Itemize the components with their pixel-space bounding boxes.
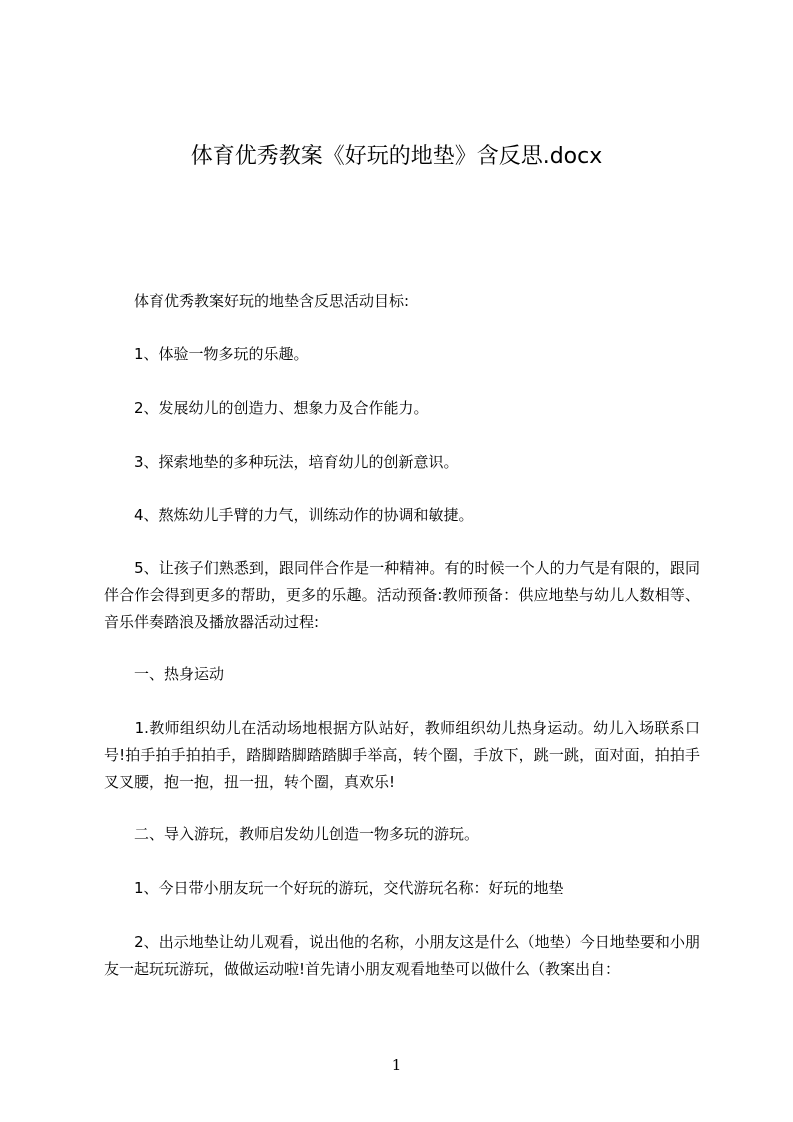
- paragraph-objective-1: 1、体验一物多玩的乐趣。: [104, 345, 309, 363]
- paragraph-objective-2: 2、发展幼儿的创造力、想象力及合作能力。: [104, 399, 429, 417]
- paragraph-section-intro: 二、导入游玩，教师启发幼儿创造一物多玩的游玩。: [104, 825, 480, 843]
- document-title: 体育优秀教案《好玩的地垫》含反思.docx: [190, 144, 603, 169]
- paragraph-section-warmup: 一、热身运动: [104, 665, 225, 683]
- paragraph-objectives-heading: 体育优秀教案好玩的地垫含反思活动目标:: [104, 292, 410, 310]
- paragraph-intro-step-2: 2、出示地垫让幼儿观看，说出他的名称，小朋友这是什么（地垫）今日地垫要和小朋友一起玩玩游玩，做做运动啦!首先请小朋友观看地垫可以做什么（教案出自：: [104, 933, 700, 978]
- paragraph-objective-4: 4、熬炼幼儿手臂的力气，训练动作的协调和敏捷。: [104, 506, 474, 524]
- page-number: 1: [391, 1056, 402, 1074]
- paragraph-warmup-step-1: 1.教师组织幼儿在活动场地根据方队站好，教师组织幼儿热身运动。幼儿入场联系口号!拍手拍手拍拍手，踏脚踏脚踏踏脚手举高，转个圈，手放下，跳一跳，面对面，拍拍手叉叉腰，抱一抱，扭一扭，转个圈，真欢乐!: [104, 719, 700, 791]
- paragraph-intro-step-1: 1、今日带小朋友玩一个好玩的游玩，交代游玩名称：好玩的地垫: [104, 879, 564, 897]
- paragraph-objective-3: 3、探索地垫的多种玩法，培育幼儿的创新意识。: [104, 453, 459, 471]
- paragraph-objective-5-preparation: 5、让孩子们熟悉到，跟同伴合作是一种精神。有的时候一个人的力气是有限的，跟同伴合作会得到更多的帮助，更多的乐趣。活动预备:教师预备：供应地垫与幼儿人数相等、音乐伴奏踏浪及播放器活动过程:: [104, 559, 700, 631]
